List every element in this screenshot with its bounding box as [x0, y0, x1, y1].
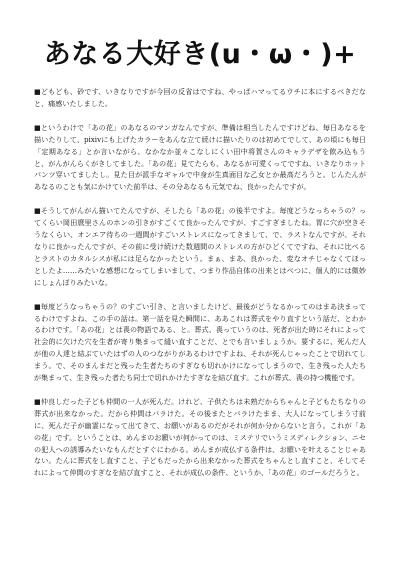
afterword-body — [34, 86, 366, 479]
page-title: あなる大好き(u・ω・)+ — [43, 39, 357, 70]
paragraph: ■というわけで「あの花」のあなるのマンガなんですが、準備は相当したんですけどね、毎日あなるを描いたりして、pixivにも上げたカラーをあんな立て続けに描いたりのは初めてでして、あの頃にも毎日「定期あなる」とか言いながら、なかなか並々こなしにくい田中将賀さんのキャラデザを飲み込もうと、がんがんらくがきしてました。「あの花」見てたらも、あなるが可愛くってですね、いきなりホットパンツ穿いてましたし。見た目が派手なギャルで中身が生真面目な乙女とか最高だろうと。じんたんがあなるのことも気にかけていた前半は、その分あなるも元気でね、良かったんですが。 — [34, 122, 366, 192]
paragraph: ■どもども、砂です、いきなりですが今回の反省はですね、やっぱハマってるウチに本にするべきだなと、痛感いたしました。 — [34, 87, 366, 108]
paragraph: ■仲良しだった子ども仲間の一人が死んだ。けれど、子供たちは未熟だからちゃんと子どもたちなりの葬式が出来なかった。だから仲間はバラけた。その後またとバラけたまま、大人になってしまう寸前に、死んだ子が幽霊になって出てきて、お願いがあるのだがそれが何か分からないと言う。これが「あの花」です。ということは、めんまのお願いが何かってのは、ミステリでいうミスディレクション、ニセの犯人への誘導みたいなもんだとすぐにわかる。めんまが成仏する条件は、お願いを叶えることじゃあない。たんに葬式をし直すこと、子どもだったから出来なかった葬式をちゃんとし直すこと、そしてそれによって仲間のすぎなを結び直すこと、それが成仏の条件、というか、「あの花」のゴールだろうと。 — [34, 396, 366, 478]
paragraph: ■毎度どうなっちゃうの？のすごい引き、と言いましたけど、最後がどうなるかってのはまあ決まってるわけですよね、この手の話は。第一話を見た瞬間に、ああこれは葬式をやり直すという話だ、とわかるわけです。「あの花」とは喪の物語である、と。葬式、喪っていうのは、死者が出た時にそれによって社会的に欠けた穴を生者が寄り集まって縫い直すことだ、とでも言いましょうか。要するに、死んだ人が他の人達と結ぶていたはずの人のつながりがあるわけですよね、それが死んじゃったことで切れてしまう。で、そのまんまだと残った生者たちのすぎなも切れかけになってしまうので、生き残った人たちが集まって、生き残った者たち同士で切れかけたすぎなを結び直す。これが葬式、喪の持つ機能です。 — [34, 301, 366, 383]
paragraph: ■そうしてがんがん描いてたんですが、そしたら「あの花」の後半ですよ。毎度どうなっちゃうの？ってくらい岡田麿里さんのホンの引きがすごくて良かったんですが、すごすぎましたね。胃に穴が空きそうなくらい、オンエア待ちの一週間がすごいストレスになってきまして、で、ラストなんですが、それなりに良かったんですが、その前に受け続けた数週間のストレスの方がひどくてですね、それに比べるとラストのカタルシスが私には足らなかったという。まぁ、まあ、良かった、変なオチじゃなくてほっとしたよ……みたいな感想になってしまいまして、つまり作品自体の出来とはべつに、個人的には微妙にしょんぼりみたいな。 — [34, 206, 366, 287]
